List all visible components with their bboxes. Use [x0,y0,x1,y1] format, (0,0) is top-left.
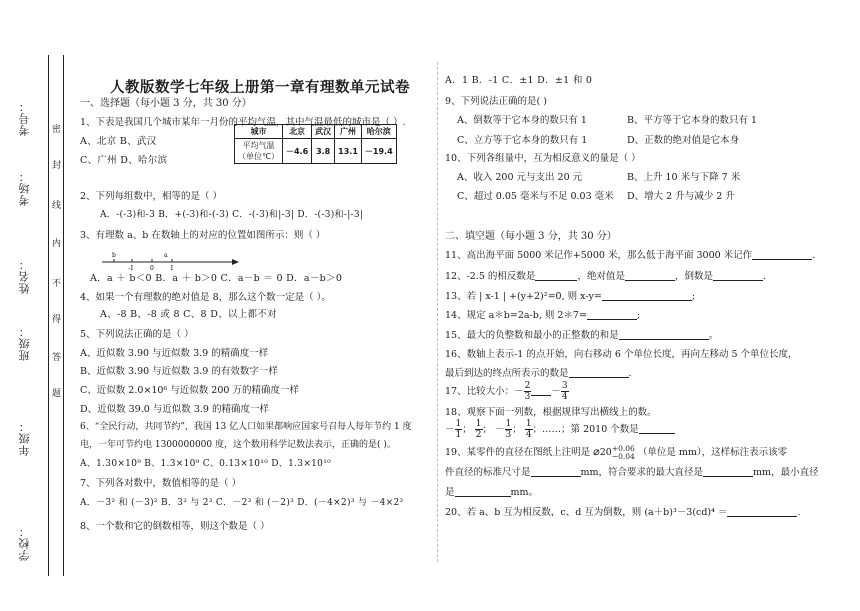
question-16-line-1: 16、数轴上表示-1 的点开始，向右移动 6 个单位长度，再向左移动 5 个单位长度， [445,349,798,360]
answer-blank[interactable] [569,368,629,378]
question-16-text: 最后到达的终点所表示的数是 [445,368,569,379]
fraction [475,419,483,440]
question-19-text-e: mm，最小直径 [753,467,819,478]
seal-char: 密 [52,125,62,135]
binding-margin [0,0,70,611]
question-14: 14、规定 a＊b=2a-b, 则 2＊7= ; [445,310,641,321]
question-15: 15、最大的负整数和最小的正整数的和是 。 [445,330,719,341]
question-17: 17、比较大小：－ $\frac{2}{3}$ － $\frac{3}{4}$ [445,381,568,402]
question-10-option-b: B、上升 10 米与下降 7 米 [627,172,741,183]
table-row-label [235,139,283,164]
question-4-options: A、-8 B、-8 或 8 C、8 D、以上都不对 [100,309,277,320]
number-line-figure [100,251,240,271]
question-4: 4、如果一个有理数的绝对值是 8，那么这个数一定是（ ）。 [80,292,331,303]
denominator: 3 [524,392,531,402]
arrow-icon [232,259,239,265]
fraction [524,381,532,402]
question-10-option-c: C、超过 0.05 毫米与不足 0.03 毫米 [457,191,614,202]
tolerance-lower: −0.04 [611,451,635,461]
question-9-option-a: A、倒数等于它本身的数只有 1 [457,115,587,126]
table-header-cell: 广州 [335,125,362,139]
question-5: 5、下列说法正确的是（ ） [80,329,194,340]
diameter-base: 20 [599,447,612,458]
question-17-text: 17、比较大小： [445,386,515,397]
label-class: 班级： [18,325,31,361]
answer-blank[interactable] [535,271,577,281]
answer-blank[interactable] [639,424,675,434]
table-header-cell: 武汉 [312,125,335,139]
row-label-line: 平均气温 [242,141,275,150]
diameter-icon: ⌀ [593,445,600,458]
answer-blank[interactable] [587,310,637,320]
question-5-option-c: C、近似数 2.0×10⁶ 与近似数 200 万的精确度一样 [80,385,299,396]
question-3: 3、有理数 a、b 在数轴上的对应的位置如图所示：则（ ） [80,230,326,241]
label-exam-room: 考场： [18,170,31,206]
denominator: 2 [475,430,482,440]
page-title: 人教版数学七年级上册第一章有理数单元试卷 [110,79,410,96]
label-grade: 年级： [18,420,31,456]
question-7: 7、下列各对数中，数值相等的是（ ） [80,478,242,489]
label-b: b [112,252,116,259]
label-neg1: -1 [128,265,134,271]
question-19-text-a: 19、某零件的直径在图纸上注明是 [445,447,591,458]
numerator: 1 [475,419,482,429]
question-19-text-b: （单位是 mm），这样标注表示该零 [637,447,788,458]
table-header-cell: 北京 [282,125,311,139]
temperature-table [234,124,397,164]
table-row [235,139,397,164]
question-8-options: A．1 B．-1 C．±1 D．±1 和 0 [445,75,593,86]
seal-char: 答 [52,353,62,363]
question-7-options: A．－3² 和 (－3)² B．3² 与 2³ C．－2³ 和 (－2)³ D．(－4×2)³ 与 －4×2³ [80,498,404,508]
question-13-text: 13、若 | x-1 | +(y+2)²=0, 则 x-y= [445,291,602,302]
question-9-option-c: C、立方等于它本身的数只有 1 [457,135,588,146]
seal-char: 得 [52,315,62,325]
question-8: 8、一个数和它的倒数相等，则这个数是（ ） [80,521,270,532]
question-18-sequence: － $\frac{1}{1}$ ； $\frac{1}{2}$ ； － $\frac{1}{3}$ ； $\frac{1}{4}$ ；……；第 2010 个数是 [445,419,675,441]
fraction [525,419,533,440]
table-cell: －19.4 [361,139,396,164]
seal-char: 题 [52,389,62,399]
answer-blank[interactable] [602,291,692,301]
seal-char: 不 [52,279,62,289]
question-10-option-d: D、增大 2 升与减少 2 升 [627,191,735,202]
label-a: a [164,252,168,259]
table-cell: 13.1 [335,139,362,164]
numerator: 1 [505,419,512,429]
denominator: 4 [561,392,568,402]
section-heading-fill: 二、填空题（每小题 3 分，共 30 分） [445,231,617,242]
answer-blank[interactable] [531,386,551,396]
seal-char: 线 [52,201,62,211]
question-1-options-a: A、北京 B、武汉 [80,136,157,147]
question-9-option-b: B、平方等于它本身的数只有 1 [627,115,758,126]
label-exam-number: 考号： [18,100,31,136]
seal-char: 封 [52,161,62,171]
question-12-text-c: ，倒数是 [674,271,713,282]
label-one: 1 [170,265,174,271]
question-19-text-g: mm。 [510,487,539,498]
question-6-line-1: 6、“全民行动，共同节约”，我国 13 亿人口如果都响应国家号召每人每年节约 1 度 [80,422,412,432]
answer-blank[interactable] [703,467,753,477]
question-18-tail: ；……；第 2010 个数是 [532,424,639,435]
question-9-option-d: D、正数的绝对值是它本身 [627,135,740,146]
question-15-text: 15、最大的负整数和最小的正整数的和是 [445,330,619,341]
fraction [561,381,569,402]
question-19-line-1 [445,443,787,462]
label-school: 学校： [18,525,31,561]
answer-blank[interactable] [727,507,797,517]
question-3-options: A．a ＋ b＜0 B．a ＋ b＞0 C．a－b ＝ 0 D．a－b＞0 [90,273,343,284]
denominator: 3 [505,430,512,440]
margin-line-outer [48,55,49,576]
numerator: 3 [561,381,568,391]
section-heading-choice: 一、选择题（每小题 3 分，共 30 分） [80,98,252,109]
answer-blank[interactable] [713,271,763,281]
question-11-text: 11、高出海平面 5000 米记作+5000 米，那么低于海平面 3000 米记作 [445,250,753,261]
answer-blank[interactable] [752,250,812,260]
question-10: 10、下列各组量中，互为相反意义的量是（ ） [445,153,641,164]
question-6-options: A、1.30×10⁹ B、1.3×10⁹ C、0.13×10¹⁰ D、1.3×10¹⁰ [80,459,332,469]
answer-blank[interactable] [625,271,675,281]
numerator: 1 [455,419,462,429]
numerator: 2 [524,381,531,391]
question-16-line-2: 最后到达的终点所表示的数是 . [445,368,632,379]
margin-line-inner [63,55,64,576]
question-12-text-b: ，绝对值是 [577,271,625,282]
question-1: 1、下表是我国几个城市某年一月份的平均气温，其中气温最低的城市是（ ）. [80,117,406,128]
question-2: 2、下列每组数中，相等的是（ ） [80,191,223,202]
column-divider [437,62,438,562]
question-19-text-d: mm，符合要求的最大直径是 [580,467,704,478]
question-6-line-2: 电，一年可节约电 1300000000 度，这个数用科学记数法表示，正确的是( )。 [80,440,396,450]
fraction [455,419,463,440]
question-5-option-b: B、近似数 3.90 与近似数 3.9 的有效数字一样 [80,366,278,377]
table-row [235,125,397,139]
denominator: 1 [455,430,462,440]
table-header-cell: 哈尔滨 [361,125,396,139]
table-header-cell: 城市 [235,125,283,139]
table-cell: －4.6 [282,139,311,164]
question-10-option-a: A、收入 200 元与支出 20 元 [457,172,583,183]
question-19-text-c: 件直径的标准尺寸是 [445,467,531,478]
answer-blank[interactable] [455,487,511,497]
question-20: 20、若 a、b 互为相反数，c、d 互为倒数，则 (a＋b)³－3(cd)⁴ ＝ . [445,507,801,518]
question-11: 11、高出海平面 5000 米记作+5000 米，那么低于海平面 3000 米记作 . [445,250,816,261]
label-zero: 0 [150,265,154,271]
fraction [505,419,513,440]
tolerance-upper: +0.06 [611,443,635,453]
question-2-options: A．-(-3)和-3 B．+(-3)和-(-3) C．-(-3)和|-3| D．-(-3)和-|-3| [100,210,364,220]
question-12-text-a: 12、-2.5 的相反数是 [445,271,536,282]
question-9: 9、下列说法正确的是( ) [445,96,547,107]
seal-char: 内 [52,239,62,249]
question-19-text-f: 是 [445,487,455,498]
question-1-options-b: C、广州 D、哈尔滨 [80,155,168,166]
label-name: 姓名： [18,258,31,294]
answer-blank[interactable] [619,330,709,340]
question-19-line-2 [445,466,819,479]
question-20-text: 20、若 a、b 互为相反数，c、d 互为倒数，则 (a＋b)³－3(cd)⁴ ＝ [445,507,728,518]
question-19-line-3 [445,486,538,499]
tolerance [612,445,635,461]
numerator: 1 [525,419,532,429]
answer-blank[interactable] [531,467,581,477]
question-12: 12、-2.5 的相反数是 ，绝对值是 ，倒数是 . [445,271,766,282]
table-cell: 3.8 [312,139,335,164]
question-18: 18、观察下面一列数，根据规律写出横线上的数。 [445,407,657,418]
question-13: 13、若 | x-1 | +(y+2)²=0, 则 x-y= ; [445,291,696,302]
row-label-line: （单位℃） [238,152,279,161]
question-5-option-d: D、近似数 39.0 与近似数 3.9 的精确度一样 [80,404,269,415]
denominator: 4 [525,430,532,440]
question-14-text: 14、规定 a＊b=2a-b, 则 2＊7= [445,310,587,321]
question-5-option-a: A、近似数 3.90 与近似数 3.9 的精确度一样 [80,348,269,359]
